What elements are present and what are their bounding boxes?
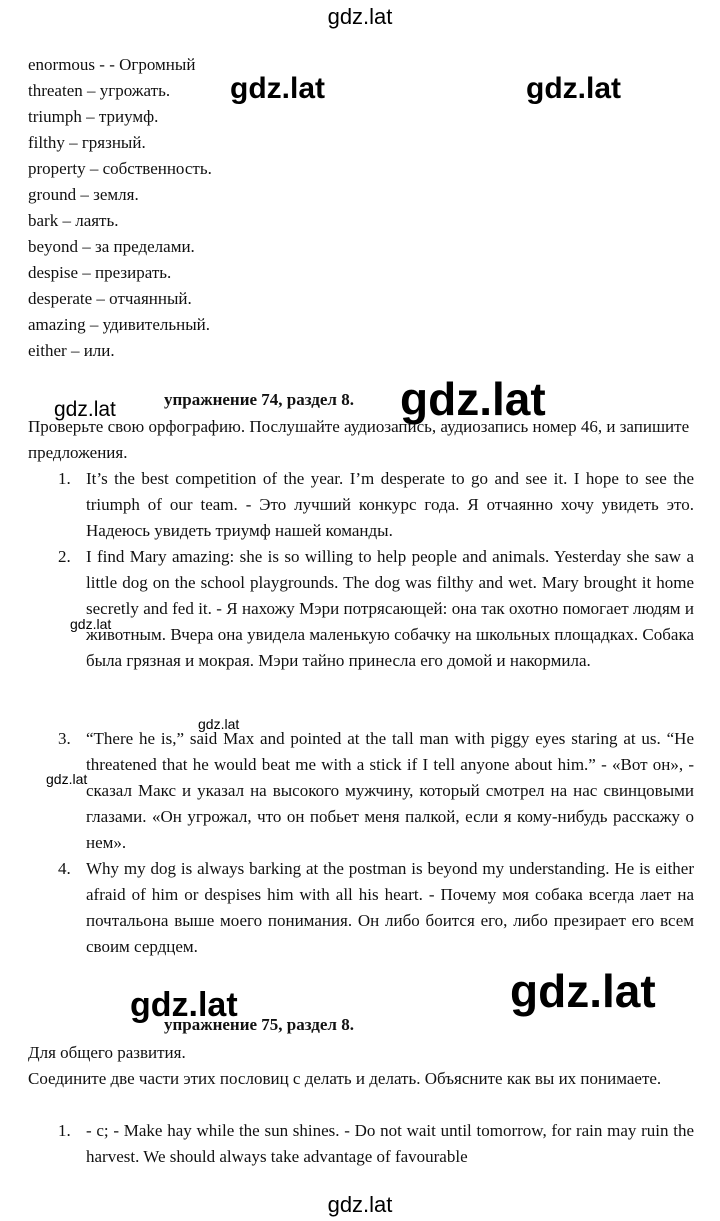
vocab-item: filthy – грязный. (28, 133, 146, 152)
exercise-74-instruction: Проверьте свою орфографию. Послушайте аудиозапись, аудиозапись номер 46, и запишите предложения. (28, 417, 690, 462)
watermark: gdz.lat (198, 716, 240, 732)
watermark: gdz.lat (70, 616, 112, 632)
vocab-item: ground – земля. (28, 185, 139, 204)
exercise-75-instruction: Соедините две части этих пословиц с делать и делать. Объясните как вы их понимаете. (28, 1069, 662, 1088)
watermark: gdz.lat (510, 965, 656, 1017)
item-text: Why my dog is always barking at the postman is beyond my understanding. He is either afraid of him or despises him with all his heart. - Почему моя собака всегда лает на почтальона выше моего понимания. Он либо боится его, либо презирает его всем своим сердцем. (86, 859, 694, 956)
vocab-item: despise – презирать. (28, 263, 172, 282)
item-number: 2. (58, 547, 71, 566)
vocab-item: amazing – удивительный. (28, 315, 210, 334)
watermark: gdz.lat (54, 398, 116, 421)
vocab-item: bark – лаять. (28, 211, 119, 230)
exercise-75-intro: Для общего развития. (28, 1043, 186, 1062)
vocab-item: desperate – отчаянный. (28, 289, 192, 308)
watermark: gdz.lat (130, 986, 238, 1024)
exercise-75-heading: упражнение 75, раздел 8. (164, 1015, 354, 1034)
item-number: 3. (58, 729, 71, 748)
item-text: I find Mary amazing: she is so willing to help people and animals. Yesterday she saw a little dog on the school playgrounds. The dog was filthy and wet. Mary brought it home secretly and fed it. - Я нахожу Мэри потрясающей: она так охотно помогает людям и животным. Вчера она увидела маленькую собачку на школьных площадках. Собака была грязная и мокрая. Мэри тайно принесла его домой и накормила. (86, 547, 694, 670)
vocab-item: enormous - - Огромный (28, 55, 196, 74)
watermark: gdz.lat (46, 771, 88, 787)
item-number: 4. (58, 859, 71, 878)
item-text: It’s the best competition of the year. I’m desperate to go and see it. I hope to see the triumph of our team. - Это лучший конкурс года. Я отчаянно хочу увидеть это. Надеюсь увидеть триумф нашей команды. (86, 469, 694, 540)
watermark-top: gdz.lat (327, 4, 393, 29)
watermark-bottom: gdz.lat (327, 1192, 393, 1217)
vocab-item: beyond – за пределами. (28, 237, 195, 256)
exercise-74-heading: упражнение 74, раздел 8. (164, 390, 354, 409)
vocab-item: triumph – триумф. (28, 107, 159, 126)
vocab-item: property – собственность. (28, 159, 212, 178)
item-text: “There he is,” said Max and pointed at the tall man with piggy eyes staring at us. “He threatened that he would beat me with a stick if I tell anyone about him.” - «Вот он», - сказал Макс и указал на высокого мужчину, который смотрел на нас свинцовыми глазами. «Он угрожал, что он побьет меня палкой, если я кому-нибудь расскажу о нем». (86, 729, 694, 852)
vocab-item: either – или. (28, 341, 115, 360)
vocabulary-list (28, 52, 212, 364)
watermark: gdz.lat (400, 373, 546, 425)
item-number: 1. (58, 1121, 71, 1140)
vocab-item: threaten – угрожать. (28, 81, 171, 100)
item-text: - c; - Make hay while the sun shines. - Do not wait until tomorrow, for rain may ruin the harvest. We should always take advantage of favourable (86, 1121, 694, 1166)
watermark: gdz.lat (230, 72, 325, 105)
item-number: 1. (58, 469, 71, 488)
watermark: gdz.lat (526, 72, 621, 105)
